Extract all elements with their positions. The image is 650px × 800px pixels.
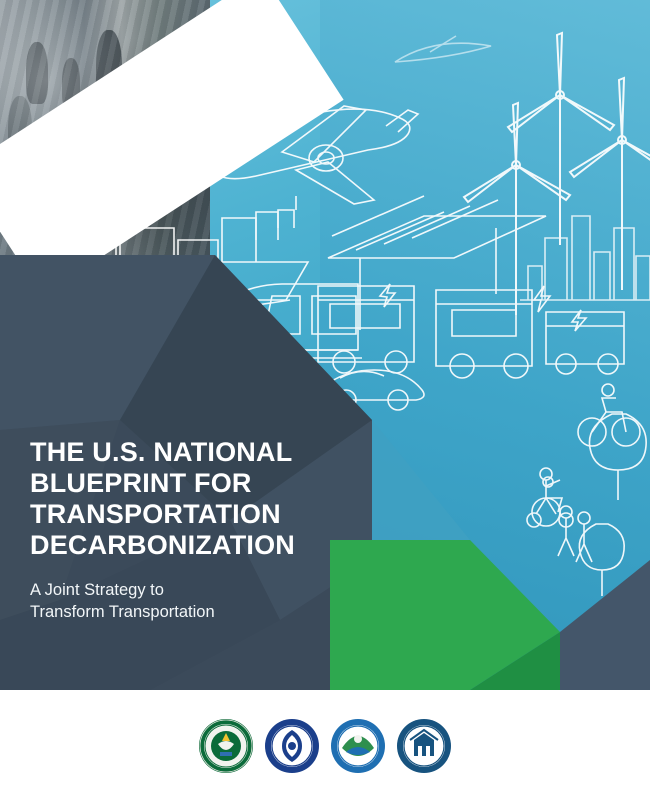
seal-department-of-energy xyxy=(198,718,254,774)
seal-department-of-transportation xyxy=(264,718,320,774)
title-block xyxy=(30,437,360,623)
page-title xyxy=(30,437,360,561)
title-line-2: BLUEPRINT FOR xyxy=(30,468,252,498)
seal-environmental-protection-agency xyxy=(330,718,386,774)
subtitle-line-1: A Joint Strategy to xyxy=(30,581,164,599)
title-line-4: DECARBONIZATION xyxy=(30,530,295,560)
page-subtitle xyxy=(30,579,360,623)
title-line-1: THE U.S. NATIONAL xyxy=(30,437,293,467)
title-line-3: TRANSPORTATION xyxy=(30,499,281,529)
subtitle-line-2: Transform Transportation xyxy=(30,603,215,621)
agency-seals xyxy=(0,718,650,774)
seal-department-of-housing-and-urban-development xyxy=(396,718,452,774)
